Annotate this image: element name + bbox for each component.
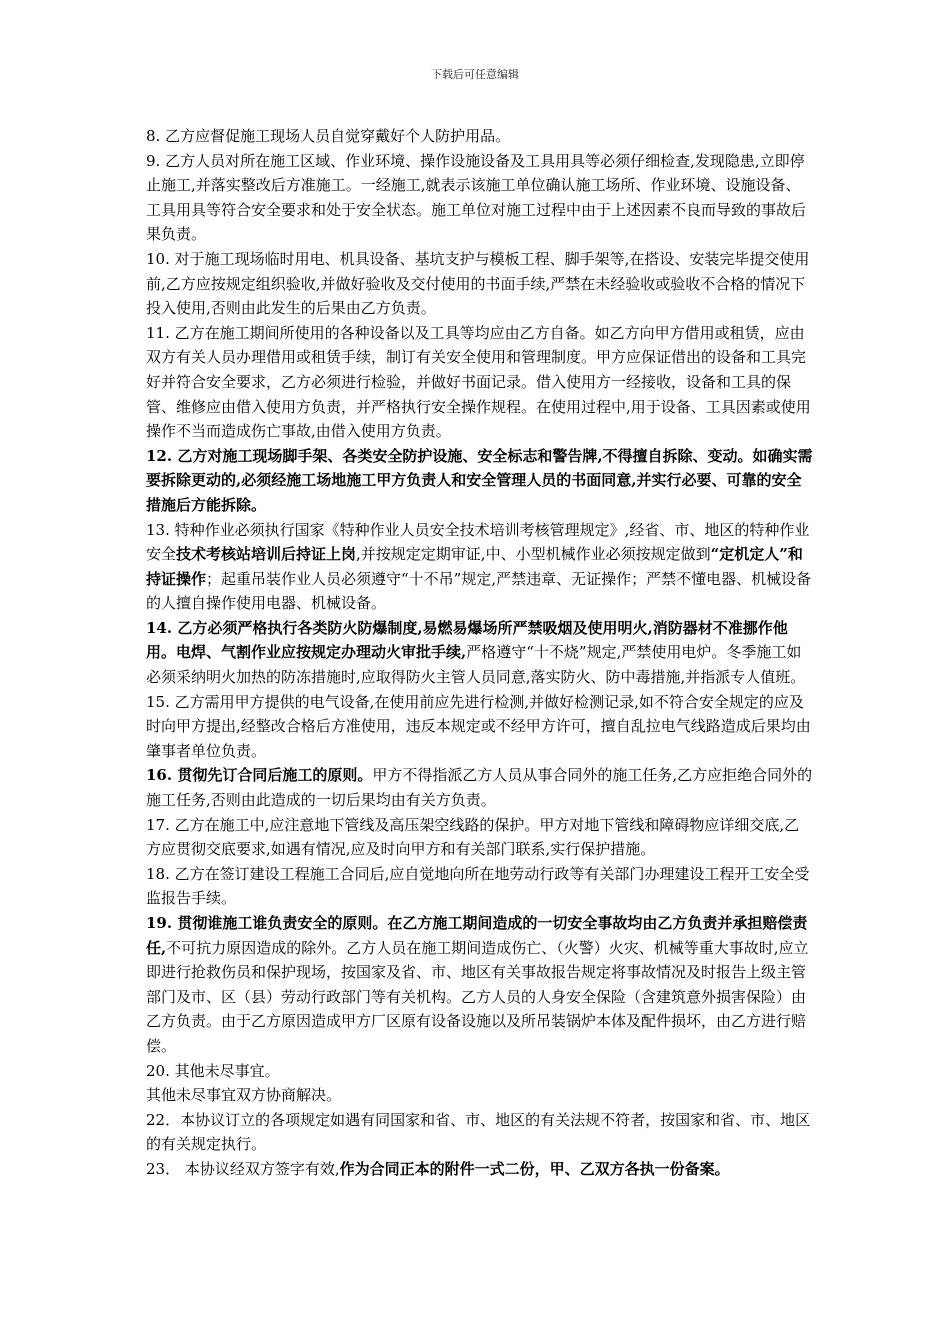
clause-paragraph (146, 124, 814, 149)
text-segment: 10. 对于施工现场临时用电、机具设备、基坑支护与模板工程、脚手架等,在搭设、安装完毕提交使用前,乙方应按规定组织验收,并做好验收及交付使用的书面手续,严禁在未经验收或验收不合格的情况下投入使用,否则由此发生的后果由乙方负责。 (146, 249, 810, 318)
text-segment: 甲方不得指派乙方人员从事合同外的施工任务,乙方应拒绝合同外的施工任务,否则由此造成的一切后果均由有关方负责。 (146, 766, 813, 810)
clause-paragraph (146, 690, 814, 764)
text-segment: 15. 乙方需用甲方提供的电气设备,在使用前应先进行检测,并做好检测记录,如不符合安全规定的应及时向甲方提出,经整改合格后方准使用，违反本规定或不经甲方许可，擅自乱拉电气线路造成后果均由肇事者单位负责。 (146, 692, 811, 760)
document-body (146, 124, 814, 1182)
text-segment: 11. 乙方在施工期间所使用的各种设备以及工具等均应由乙方自备。如乙方向甲方借用或租赁，应由双方有关人员办理借用或租赁手续，制订有关安全使用和管理制度。甲方应保证借出的设备和工具完好并符合安全要求，乙方必须进行检验，并做好书面记录。借入使用方一经接收，设备和工具的保管、维修应由借入使用方负责，并严格执行安全操作规程。在使用过程中,用于设备、工具因素或使用操作不当而造成伤亡事故,由借入使用方负责。 (146, 323, 811, 441)
clause-paragraph (146, 1083, 814, 1108)
text-segment: 不可抗力原因造成的除外。乙方人员在施工期间造成伤亡、（火警）火灾、机械等重大事故时,应立即进行抢救伤员和保护现场，按国家及省、市、地区有关事故报告规定将事故情况及时报告上级主管部门及市、区（县）劳动行政部门等有关机构。乙方人员的人身安全保险（含建筑意外损害保险）由乙方负责。由于乙方原因造成甲方厂区原有设备设施以及所吊装锅炉本体及配件损坏，由乙方进行赔偿。 (146, 938, 809, 1055)
text-segment: 18. 乙方在签订建设工程施工合同后,应自觉地向所在地劳动行政等有关部门办理建设工程开工安全受监报告手续。 (146, 864, 810, 908)
text-segment: 20. 其他未尽事宜。 (146, 1061, 280, 1080)
bold-text-segment: “定机定人”和持证操作 (146, 545, 803, 588)
clause-paragraph (146, 813, 814, 862)
text-segment: ；起重吊装作业人员必须遵守“十不吊”规定,严禁违章、无证操作；严禁不懂电器、机械设备的人擅自操作使用电器、机械设备。 (146, 569, 812, 613)
bold-text-segment: 14. 乙方必须严格执行各类防火防爆制度,易燃易爆场所严禁吸烟及使用明火,消防器材不准挪作他用。电焊、气割作业应按规定办理动火审批手续, (146, 618, 788, 662)
bold-text-segment: 12. 乙方对施工现场脚手架、各类安全防护设施、安全标志和警告牌,不得擅自拆除、变动。如确实需要拆除更动的,必须经施工场地施工甲方负责人和安全管理人员的书面同意,并实行必要、可靠的安全措施后方能拆除。 (146, 446, 813, 514)
clause-paragraph (146, 911, 814, 1059)
text-segment: 13. 特种作业必须执行国家《特种作业人员安全技术培训考核管理规定》,经省、市、地区的特种作业安全 (146, 520, 810, 564)
clause-paragraph (146, 321, 814, 444)
clause-paragraph (146, 149, 814, 247)
text-segment: 8. 乙方应督促施工现场人员自觉穿戴好个人防护用品。 (146, 127, 511, 145)
clause-paragraph (146, 763, 814, 812)
text-segment: 严格遵守“十不烧”规定,严禁使用电炉。冬季施工如必须采纳明火加热的防冻措施时,应取得防火主管人员同意,落实防火、防中毒措施,并指派专人值班。 (146, 643, 806, 687)
bold-text-segment: 技术考核站培训后持证上岗 (176, 545, 357, 564)
text-segment: 22．本协议订立的各项规定如遇有同国家和省、市、地区的有关法规不符者，按国家和省、市、地区的有关规定执行。 (146, 1110, 811, 1154)
clause-paragraph (146, 518, 814, 616)
clause-paragraph (146, 1157, 814, 1182)
text-segment: 17. 乙方在施工中,应注意地下管线及高压架空线路的保护。甲方对地下管线和障碍物应详细交底,乙方应贯彻交底要求,如遇有情况,应及时向甲方和有关部门联系,实行保护措施。 (146, 815, 800, 859)
clause-paragraph (146, 444, 814, 518)
clause-paragraph (146, 862, 814, 911)
clause-paragraph (146, 616, 814, 690)
text-segment: 9. 乙方人员对所在施工区域、作业环境、操作设施设备及工具用具等必须仔细检查,发现隐患,立即停止施工,并落实整改后方准施工。一经施工,就表示该施工单位确认施工场所、作业环境、设施设备、工具用具等符合安全要求和处于安全状态。施工单位对施工过程中由于上述因素不良而导致的事故后果负责。 (146, 151, 807, 244)
page-header: 下载后可任意编辑 (431, 68, 519, 81)
text-segment: 其他未尽事宜双方协商解决。 (146, 1086, 342, 1105)
text-segment: ,并按规定定期审证,中、小型机械作业必须按规定做到 (356, 545, 711, 564)
bold-text-segment: 16. 贯彻先订合同后施工的原则。 (146, 766, 373, 785)
clause-paragraph (146, 247, 814, 321)
clause-paragraph (146, 1059, 814, 1084)
bold-text-segment: 19. 贯彻谁施工谁负责安全的原则。在乙方施工期间造成的一切安全事故均由乙方负责并承担赔偿责任, (146, 914, 808, 957)
bold-text-segment: 作为合同正本的附件一式二份，甲、乙双方各执一份备案。 (339, 1159, 730, 1178)
clause-paragraph (146, 1108, 814, 1157)
text-segment: 23． 本协议经双方签字有效, (146, 1159, 340, 1178)
